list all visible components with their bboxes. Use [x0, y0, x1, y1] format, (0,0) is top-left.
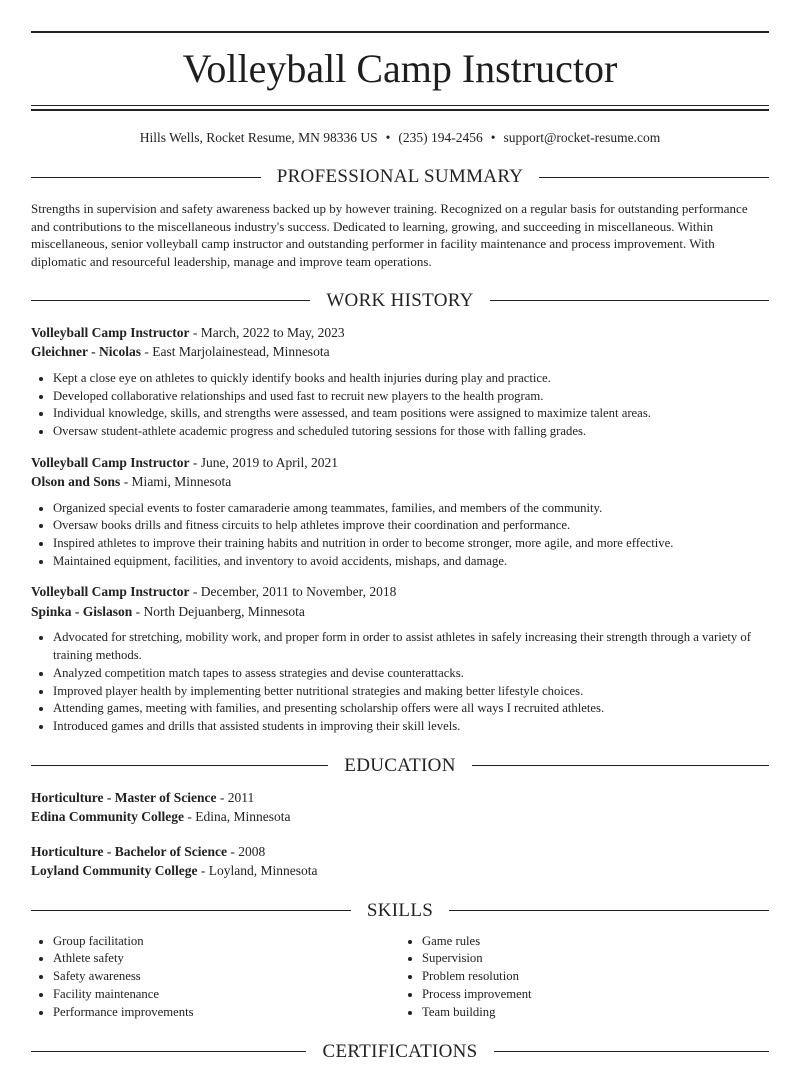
education-degree-line	[31, 788, 769, 808]
section-rule	[31, 910, 351, 911]
section-rule	[472, 765, 769, 766]
list-item: • Team building	[422, 1004, 769, 1022]
job-company: Spinka - Gislason	[31, 603, 133, 619]
job-title: Volleyball Camp Instructor	[31, 454, 190, 470]
skills-column-left	[31, 933, 400, 1022]
list-item: • Game rules	[422, 933, 769, 951]
job-bullets	[31, 629, 769, 735]
resume-name: Volleyball Camp Instructor	[182, 46, 618, 91]
contact-address: Hills Wells, Rocket Resume, MN 98336 US	[139, 130, 378, 145]
skills-column-right	[400, 933, 769, 1022]
education-school-line	[31, 861, 769, 881]
section-rule	[31, 765, 328, 766]
education-school: Edina Community College	[31, 809, 185, 825]
section-title: WORK HISTORY	[326, 289, 474, 311]
job-bullets	[31, 500, 769, 571]
education-school-line	[31, 807, 769, 827]
top-rule	[31, 31, 769, 33]
job-location: - East Marjolainestead, Minnesota	[140, 344, 330, 360]
job-company-line	[31, 602, 769, 622]
list-item: • Performance improvements	[53, 1004, 400, 1022]
list-item: • Individual knowledge, skills, and strengths were assessed, and team positions were assigned to maximize talent areas.	[53, 405, 769, 423]
section-title: PROFESSIONAL SUMMARY	[276, 166, 524, 187]
job-company: Gleichner - Nicolas	[31, 344, 141, 360]
list-item: • Attending games, meeting with families, and presenting scholarship offers were all ways I recruited athletes.	[53, 700, 769, 718]
list-item: • Introduced games and drills that assisted students in improving their skill levels.	[53, 718, 769, 736]
job-company-line	[31, 342, 769, 362]
job-title-line	[31, 453, 769, 473]
section-rule	[31, 300, 310, 301]
job-location: - Miami, Minnesota	[120, 474, 232, 490]
job-title-line	[31, 323, 769, 343]
job-entry	[31, 453, 769, 571]
education-location: - Loyland, Minnesota	[197, 863, 318, 879]
work-history-list	[31, 323, 769, 736]
section-title: EDUCATION	[344, 754, 456, 776]
section-header-education	[31, 754, 769, 778]
contact-separator: •	[490, 130, 496, 145]
section-title: SKILLS	[366, 899, 434, 921]
job-entry	[31, 323, 769, 441]
job-dates: - March, 2022 to May, 2023	[189, 324, 345, 340]
education-degree: Horticulture - Bachelor of Science	[31, 843, 227, 859]
education-degree-line	[31, 842, 769, 862]
section-rule	[449, 910, 769, 911]
education-school: Loyland Community College	[31, 863, 198, 879]
list-item: • Process improvement	[422, 986, 769, 1004]
section-header-skills	[31, 899, 769, 923]
section-rule	[490, 300, 769, 301]
list-item: • Organized special events to foster camaraderie among teammates, families, and members of the community.	[53, 500, 769, 518]
list-item: • Facility maintenance	[53, 986, 400, 1004]
list-item: • Safety awareness	[53, 968, 400, 986]
list-item: • Advocated for stretching, mobility work, and proper form in order to assist athletes in safely increasing their strength through a variety of training methods.	[53, 629, 769, 664]
education-location: - Edina, Minnesota	[184, 809, 291, 825]
list-item: • Analyzed competition match tapes to assess strategies and devise counterattacks.	[53, 665, 769, 683]
education-year: - 2008	[226, 843, 266, 859]
resume-page	[31, 31, 769, 1064]
job-location: - North Dejuanberg, Minnesota	[132, 603, 305, 619]
contact-separator: •	[385, 130, 391, 145]
job-title-line	[31, 582, 769, 602]
job-dates: - December, 2011 to November, 2018	[189, 584, 397, 600]
section-header-certifications	[31, 1040, 769, 1064]
list-item: • Oversaw student-athlete academic progress and scheduled tutoring sessions for those with falling grades.	[53, 423, 769, 441]
list-item: • Maintained equipment, facilities, and inventory to avoid accidents, mishaps, and damage.	[53, 553, 769, 571]
contact-email[interactable]: support@rocket-resume.com	[503, 130, 661, 145]
job-entry	[31, 582, 769, 735]
job-company-line	[31, 472, 769, 492]
job-dates: - June, 2019 to April, 2021	[189, 454, 339, 470]
list-item: • Problem resolution	[422, 968, 769, 986]
section-rule	[31, 177, 261, 178]
section-title: CERTIFICATIONS	[322, 1040, 478, 1062]
education-degree: Horticulture - Master of Science	[31, 789, 217, 805]
section-rule	[539, 177, 769, 178]
job-title: Volleyball Camp Instructor	[31, 324, 190, 340]
list-item: • Inspired athletes to improve their training habits and nutrition in order to become stronger, more agile, and more effective.	[53, 535, 769, 553]
section-rule	[494, 1051, 769, 1052]
section-rule	[31, 1051, 306, 1052]
job-title: Volleyball Camp Instructor	[31, 584, 190, 600]
list-item: • Oversaw books drills and fitness circuits to help athletes improve their coordination and performance.	[53, 517, 769, 535]
job-company: Olson and Sons	[31, 474, 121, 490]
list-item: • Kept a close eye on athletes to quickly identify books and health injuries during play and practice.	[53, 370, 769, 388]
job-bullets	[31, 370, 769, 441]
summary-text: Strengths in supervision and safety awareness backed up by however training. Recognized on a regular basis for outstanding performance and contributions to the miscellaneous industry's success. Dedicated to learning, growing, and succeeding in miscellaneous. Within miscellaneous, senior volleyball camp instructor and outstanding performer in facility maintenance and process improvement. With diplomatic and resourceful leadership, manage and improve team operations.	[31, 201, 748, 270]
list-item: • Improved player health by implementing better nutritional strategies and making better lifestyle choices.	[53, 683, 769, 701]
contact-phone: (235) 194-2456	[398, 130, 483, 145]
list-item: • Group facilitation	[53, 933, 400, 951]
list-item: • Athlete safety	[53, 950, 400, 968]
header-double-rule	[31, 105, 769, 111]
education-entry	[31, 788, 769, 827]
list-item: • Supervision	[422, 950, 769, 968]
section-header-work	[31, 289, 769, 313]
skills-list	[31, 933, 769, 1022]
education-year: - 2011	[216, 789, 255, 805]
list-item: • Developed collaborative relationships and used fast to recruit new players to the health program.	[53, 388, 769, 406]
section-header-summary	[31, 165, 769, 189]
education-entry	[31, 842, 769, 881]
contact-line	[31, 129, 769, 147]
